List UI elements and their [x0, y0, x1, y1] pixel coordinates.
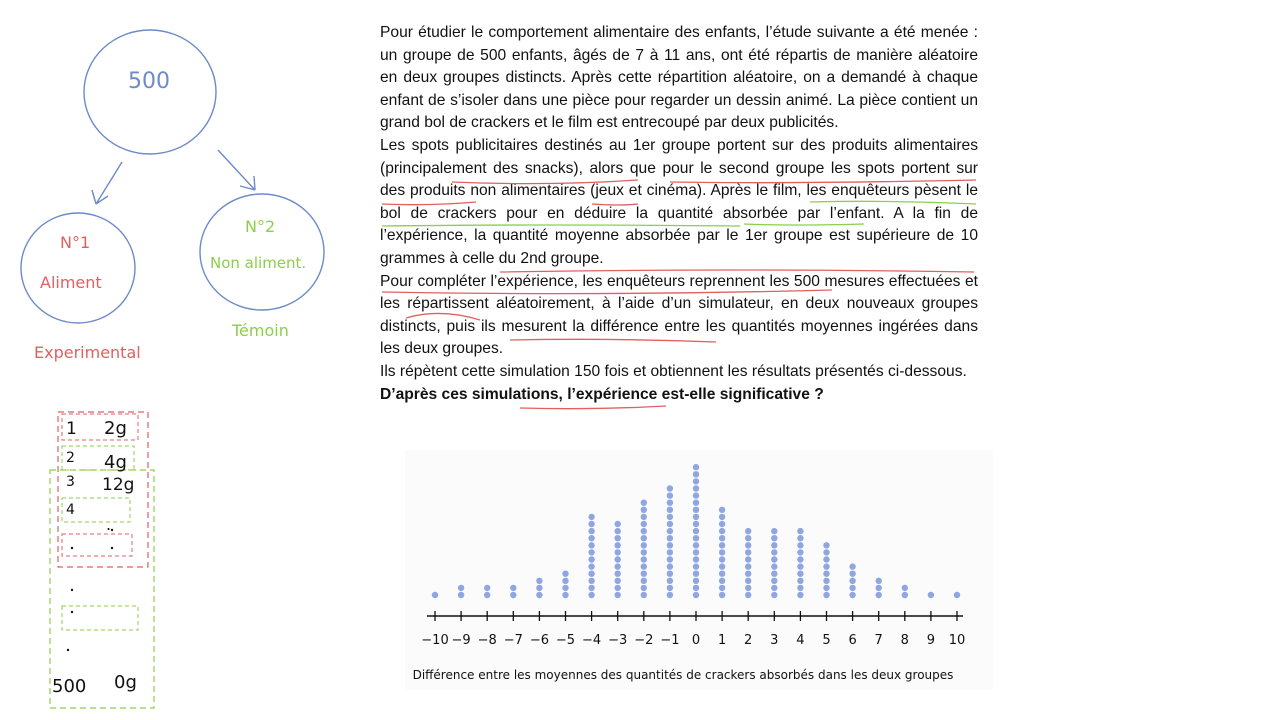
data-dot [641, 542, 647, 548]
data-dot [641, 528, 647, 534]
data-dot [823, 578, 829, 584]
data-dot [823, 571, 829, 577]
data-dot [797, 542, 803, 548]
x-tick-label: 9 [926, 633, 936, 648]
population-label: 500 [128, 69, 170, 94]
x-tick-label: −9 [451, 633, 471, 648]
data-dot [849, 585, 855, 591]
data-dot [849, 578, 855, 584]
data-dot [641, 585, 647, 591]
underline-red [520, 406, 666, 409]
x-tick-label: −4 [582, 633, 602, 648]
data-dot [719, 528, 725, 534]
x-tick-label: −7 [503, 633, 523, 648]
data-dot [693, 521, 699, 527]
data-dot [536, 592, 542, 598]
data-dot [588, 514, 594, 520]
table-row-v: 4g [104, 452, 127, 473]
data-dot [693, 535, 699, 541]
data-dot [667, 563, 673, 569]
data-dot [693, 507, 699, 513]
data-dot [641, 535, 647, 541]
arrow-right [218, 150, 255, 190]
data-dot [641, 521, 647, 527]
table-row-v: 12g [102, 475, 135, 495]
data-dot [745, 585, 751, 591]
x-tick-label: 4 [796, 633, 805, 648]
data-dot [902, 592, 908, 598]
data-dot [693, 464, 699, 470]
x-tick-label: −3 [608, 633, 628, 648]
table-row-n: 2 [66, 450, 75, 466]
data-dot [484, 592, 490, 598]
data-dot [615, 563, 621, 569]
paragraph-4: Ils répètent cette simulation 150 fois et obtiennent les résultats présentés ci-dessous. [380, 362, 967, 380]
data-dot [693, 471, 699, 477]
data-dot [693, 542, 699, 548]
data-dot [719, 521, 725, 527]
data-dot [667, 507, 673, 513]
data-dot [615, 556, 621, 562]
dots-layer [432, 464, 960, 598]
data-dot [823, 542, 829, 548]
data-dot [432, 592, 438, 598]
data-dot [745, 542, 751, 548]
data-dot [588, 535, 594, 541]
data-dot [745, 571, 751, 577]
data-dot [719, 542, 725, 548]
data-dot [797, 578, 803, 584]
data-dot [641, 549, 647, 555]
data-dot [745, 549, 751, 555]
data-dot [667, 528, 673, 534]
x-ticks-layer [435, 611, 957, 621]
data-dot [771, 571, 777, 577]
group2-circle [200, 194, 324, 310]
data-dot [641, 571, 647, 577]
x-tick-label: 5 [822, 633, 831, 648]
data-dot [745, 556, 751, 562]
x-tick-label: 10 [948, 633, 966, 648]
data-dot [849, 592, 855, 598]
x-tick-label: 2 [744, 633, 753, 648]
data-dot [667, 535, 673, 541]
x-tick-label: 7 [874, 633, 883, 648]
data-dot [667, 556, 673, 562]
data-dot [797, 535, 803, 541]
data-dot [745, 563, 751, 569]
table-row-v: . [106, 515, 112, 534]
data-dot [458, 592, 464, 598]
data-dot [771, 528, 777, 534]
table-row-v: 2g [104, 418, 127, 439]
data-dot [876, 592, 882, 598]
data-dot [954, 592, 960, 598]
data-dot [771, 563, 777, 569]
data-dot [562, 578, 568, 584]
data-dot [719, 549, 725, 555]
data-dot [588, 556, 594, 562]
data-dot [615, 528, 621, 534]
data-dot [719, 578, 725, 584]
data-dot [745, 578, 751, 584]
data-dot [693, 556, 699, 562]
data-dot [797, 563, 803, 569]
data-dot [641, 563, 647, 569]
data-dot [667, 578, 673, 584]
data-dot [719, 535, 725, 541]
data-dot [615, 521, 621, 527]
data-dot [745, 592, 751, 598]
dot-plot-chart [405, 450, 993, 690]
group1-label: N°1 [60, 233, 91, 252]
problem-text [380, 22, 978, 406]
data-dot [797, 528, 803, 534]
data-dot [797, 549, 803, 555]
data-dot [641, 556, 647, 562]
data-dot [510, 585, 516, 591]
ellipsis-dots [67, 529, 113, 651]
data-dot [510, 592, 516, 598]
data-dot [719, 592, 725, 598]
data-dot [562, 571, 568, 577]
data-dot [719, 514, 725, 520]
data-dot [615, 592, 621, 598]
x-tick-label: −5 [555, 633, 576, 648]
data-dot [615, 578, 621, 584]
data-dot [562, 585, 568, 591]
paragraph-1: Pour étudier le comportement alimentaire des enfants, l’étude suivante a été menée : un groupe de 500 enfants, âgés de 7 à 11 ans, ont été répartis de manière aléatoire en deux groupes distincts. Après cette répartition aléatoire, on a demandé à chaque enfant de s’isoler dans une pièce pour regarder un dessin animé. La pièce contient un grand bol de crackers et le film est entrecoupé par deux publicités. [380, 24, 978, 132]
x-tick-label: 6 [848, 633, 857, 648]
paragraph-3: Pour compléter l’expérience, les enquêteurs reprennent les 500 mesures effectuées et les répartissent aléatoirement, à l’aide d’un simulateur, en deux nouveaux groupes distincts, puis ils mesurent la différence entre les quantités moyennes ingérées dans les deux groupes. [380, 272, 978, 358]
data-dot [719, 507, 725, 513]
x-axis-label: Différence entre les moyennes des quantités de crackers absorbés dans les deux groupes [412, 668, 954, 682]
x-tick-label: 0 [691, 633, 701, 648]
data-dot [771, 585, 777, 591]
group1-sub: Aliment [40, 273, 102, 292]
data-dot [771, 549, 777, 555]
data-dot [693, 585, 699, 591]
data-dot [667, 585, 673, 591]
row-box-5 [62, 606, 138, 630]
data-dot [615, 571, 621, 577]
x-tick-label: 3 [770, 633, 779, 648]
data-dot [693, 514, 699, 520]
x-tick-label: −6 [529, 633, 549, 648]
data-dot [562, 592, 568, 598]
data-dot [588, 549, 594, 555]
x-tick-label: −8 [477, 633, 497, 648]
data-dot [588, 585, 594, 591]
handwritten-notes [0, 0, 370, 720]
data-dot [797, 585, 803, 591]
table-row-v: 0g [114, 672, 137, 693]
data-dot [667, 485, 673, 491]
data-dot [876, 578, 882, 584]
data-dot [693, 500, 699, 506]
data-dot [849, 571, 855, 577]
paragraph-2: Les spots publicitaires destinés au 1er groupe portent sur des produits alimentaires (principalement des snacks), alors que pour le second groupe les spots portent sur des produits non alimentaires (jeux et cinéma). Après le film, les enquêteurs pèsent le bol de crackers pour en déduire la quantité absorbée par l’enfant. A la fin de l’expérience, la quantité moyenne absorbée par le 1er groupe est supérieure de 10 grammes à celle du 2nd groupe. [380, 136, 978, 267]
data-dot [771, 578, 777, 584]
temoin-label: Témoin [232, 321, 289, 340]
data-dot [823, 549, 829, 555]
x-tick-label: 8 [900, 633, 909, 648]
group2-sub: Non aliment. [210, 254, 307, 272]
data-dot [771, 542, 777, 548]
data-dot [876, 585, 882, 591]
x-tick-label: −2 [634, 633, 654, 648]
data-dot [719, 556, 725, 562]
x-tick-label: −1 [660, 633, 680, 648]
data-dot [771, 535, 777, 541]
data-dot [667, 571, 673, 577]
data-dot [484, 585, 490, 591]
table-row-n: 3 [66, 474, 75, 490]
data-dot [667, 500, 673, 506]
data-dot [641, 514, 647, 520]
data-dot [641, 578, 647, 584]
data-dot [693, 492, 699, 498]
data-dot [641, 507, 647, 513]
data-dot [667, 514, 673, 520]
x-tick-label: −10 [421, 633, 449, 648]
data-dot [615, 542, 621, 548]
data-dot [797, 592, 803, 598]
data-dot [693, 563, 699, 569]
data-dot [588, 542, 594, 548]
data-dot [667, 549, 673, 555]
data-dot [588, 571, 594, 577]
data-dot [693, 478, 699, 484]
group1-circle [21, 213, 135, 323]
data-dot [823, 563, 829, 569]
data-dot [693, 592, 699, 598]
table-row-n: 500 [52, 676, 87, 697]
data-dot [823, 556, 829, 562]
data-dot [745, 528, 751, 534]
data-dot [719, 585, 725, 591]
row-box-4 [62, 534, 132, 556]
x-tick-label: 1 [717, 633, 727, 648]
data-dot [667, 542, 673, 548]
data-dot [745, 535, 751, 541]
data-dot [693, 528, 699, 534]
data-dot [823, 592, 829, 598]
data-dot [588, 521, 594, 527]
data-dot [588, 592, 594, 598]
data-dot [536, 585, 542, 591]
data-dot [693, 485, 699, 491]
arrow-left [92, 162, 122, 204]
data-dot [536, 578, 542, 584]
experimental-label: Experimental [34, 343, 141, 362]
data-dot [719, 563, 725, 569]
data-dot [588, 563, 594, 569]
data-dot [693, 549, 699, 555]
x-tick-labels [421, 633, 965, 648]
data-dot [667, 592, 673, 598]
data-dot [771, 556, 777, 562]
data-dot [797, 571, 803, 577]
question: D’après ces simulations, l’expérience est-elle significative ? [380, 385, 824, 403]
data-dot [588, 528, 594, 534]
data-dot [615, 535, 621, 541]
data-dot [719, 571, 725, 577]
data-dot [615, 549, 621, 555]
data-dot [641, 592, 647, 598]
data-dot [667, 521, 673, 527]
table-row-n: 1 [66, 419, 77, 439]
data-dot [641, 500, 647, 506]
data-dot [797, 556, 803, 562]
group2-label: N°2 [245, 217, 276, 236]
data-dot [693, 578, 699, 584]
data-dot [615, 585, 621, 591]
data-dot [928, 592, 934, 598]
data-dot [823, 585, 829, 591]
data-dot [588, 578, 594, 584]
data-dot [458, 585, 464, 591]
table-row-n: 4 [66, 502, 75, 518]
data-dot [771, 592, 777, 598]
data-dot [902, 585, 908, 591]
data-dot [693, 571, 699, 577]
data-dot [849, 563, 855, 569]
data-dot [667, 492, 673, 498]
